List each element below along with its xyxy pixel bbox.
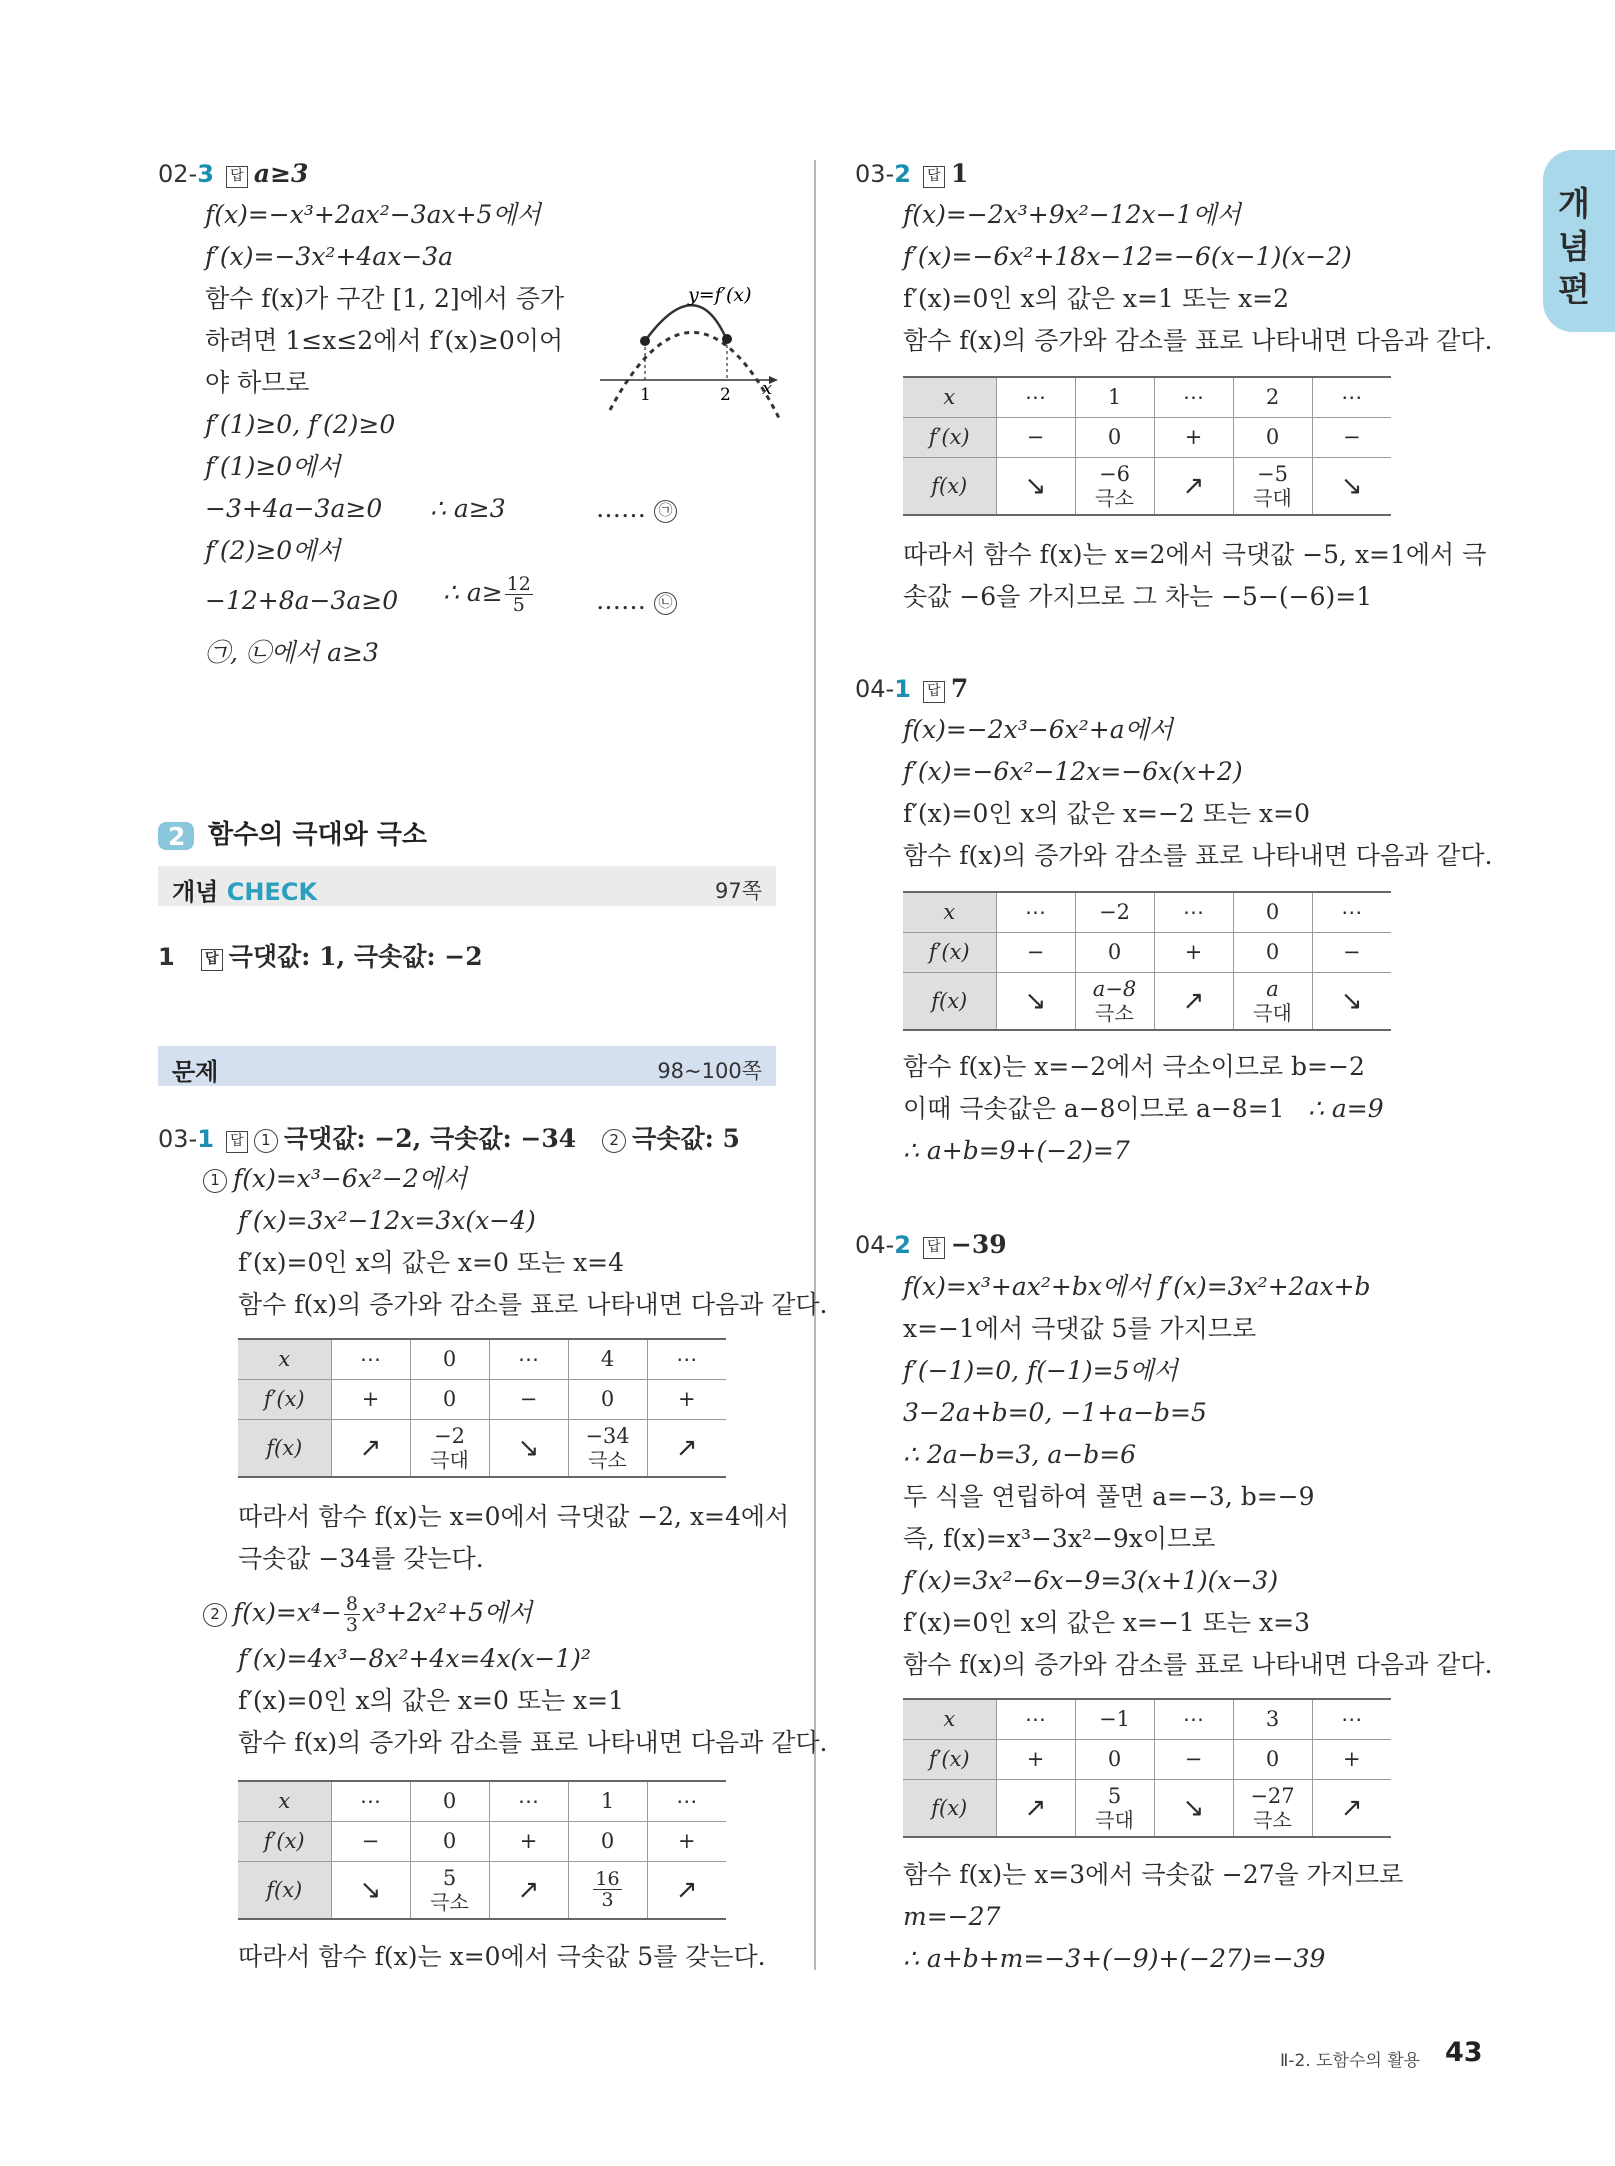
footer-chapter: Ⅱ-2. 도함수의 활용 (1280, 2051, 1421, 2071)
increase-arrow: ↗ (647, 1419, 726, 1477)
p04-1-line: 함수 f(x)의 증가와 감소를 표로 나타내면 다음과 같다. (903, 841, 1493, 870)
curve-solid (645, 305, 725, 341)
p03-1-sub2-line: 함수 f(x)의 증가와 감소를 표로 나타내면 다음과 같다. (238, 1728, 828, 1757)
side-tab-label: 개 념 편 (1558, 184, 1590, 309)
table-cell: x (903, 892, 996, 932)
p04-2-line: f(x)=x³+ax²+bx에서 f′(x)=3x²+2ax+b (903, 1272, 1371, 1301)
p04-1-line: f′(x)=−6x²−12x=−6x(x+2) (903, 757, 1243, 786)
problem-04-1-header: 04-1 답 7 (855, 674, 969, 703)
table-cell: f(x) (238, 1419, 331, 1477)
section-title: 함수의 극대와 극소 (208, 820, 428, 850)
table-cell: f(x) (903, 457, 996, 515)
table-cell: 0 (410, 1821, 489, 1861)
table-cell: 4 (568, 1339, 647, 1379)
table-cell: ⋯ (489, 1339, 568, 1379)
point-1 (640, 336, 650, 346)
p03-1-sub1-line: f′(x)=3x²−12x=3x(x−4) (238, 1206, 536, 1235)
p03-1-sub1-line: f′(x)=0인 x의 값은 x=0 또는 x=4 (238, 1248, 625, 1277)
problems-page: 98~100쪽 (657, 1059, 762, 1083)
variation-table-04-2 (903, 1698, 1391, 1838)
table-cell: 0 (1075, 932, 1154, 972)
table-cell: + (331, 1379, 410, 1419)
variation-table-04-1 (903, 891, 1391, 1031)
table-cell: ⋯ (1154, 1699, 1233, 1739)
problem-03-1-header: 03-1 답 1 극댓값: −2, 극솟값: −34 2 극솟값: 5 (158, 1124, 740, 1153)
p03-2-line: f′(x)=0인 x의 값은 x=1 또는 x=2 (903, 284, 1290, 313)
section-number-icon (158, 820, 198, 852)
table-cell: −1 (1075, 1699, 1154, 1739)
table-cell: ⋯ (1312, 1699, 1391, 1739)
concept-check-page: 97쪽 (714, 879, 762, 903)
table-cell: − (1154, 1739, 1233, 1779)
decrease-arrow: ↘ (331, 1861, 410, 1919)
table-cell: + (1154, 932, 1233, 972)
table-cell: −27 극소 (1233, 1779, 1312, 1837)
table-cell: 0 (568, 1379, 647, 1419)
table-cell: ⋯ (1312, 892, 1391, 932)
increase-arrow: ↗ (996, 1779, 1075, 1837)
table-cell: −5 극대 (1233, 457, 1312, 515)
table-cell: ⋯ (647, 1339, 726, 1379)
table-cell: ⋯ (996, 377, 1075, 417)
problem-02-3-header: 02-3 답 a≥3 (158, 159, 309, 188)
p04-2-line: x=−1에서 극댓값 5를 가지므로 (903, 1314, 1257, 1343)
table-cell: f(x) (238, 1861, 331, 1919)
p02-3-line: f′(2)≥0에서 (205, 536, 341, 565)
p03-2-line: 솟값 −6을 가지므로 그 차는 −5−(−6)=1 (903, 582, 1373, 611)
table-cell: ⋯ (996, 892, 1075, 932)
table-cell: f(x) (903, 972, 996, 1030)
variation-table-03-1-2 (238, 1780, 726, 1920)
table-cell: + (1154, 417, 1233, 457)
p02-3-line: 야 하므로 (205, 368, 310, 397)
p03-1-sub1-line: 따라서 함수 f(x)는 x=0에서 극댓값 −2, x=4에서 (238, 1502, 790, 1531)
tick-label-1: 1 (640, 385, 651, 405)
variation-table-03-2 (903, 376, 1391, 516)
p04-1-line: 함수 f(x)는 x=−2에서 극소이므로 b=−2 (903, 1052, 1365, 1081)
axis-label: x (762, 378, 773, 399)
table-cell: 0 (410, 1339, 489, 1379)
column-divider (814, 160, 816, 1970)
answer-mark: 답 (226, 166, 248, 188)
answer-mark: 답 (923, 166, 945, 188)
table-cell: 0 (410, 1379, 489, 1419)
table-cell: ⋯ (1154, 377, 1233, 417)
decrease-arrow: ↘ (1154, 1779, 1233, 1837)
table-cell: − (996, 932, 1075, 972)
curve-dashed (610, 332, 780, 420)
table-cell: − (1312, 932, 1391, 972)
p03-2-line: f(x)=−2x³+9x²−12x−1에서 (903, 200, 1241, 229)
table-cell: x (238, 1339, 331, 1379)
table-cell: + (489, 1821, 568, 1861)
p03-1-sub1-line: 극솟값 −34를 갖는다. (238, 1544, 484, 1573)
table-cell: 0 (410, 1781, 489, 1821)
table-cell: 0 (1075, 417, 1154, 457)
p03-1-sub1-line: 함수 f(x)의 증가와 감소를 표로 나타내면 다음과 같다. (238, 1290, 828, 1319)
increase-arrow: ↗ (647, 1861, 726, 1919)
page-number: 43 (1445, 2037, 1483, 2068)
problem-04-2-header: 04-2 답 −39 (855, 1230, 1007, 1259)
answer-mark: 답 (201, 949, 223, 971)
p02-3-line: 함수 f(x)가 구간 [1, 2]에서 증가 (205, 284, 565, 313)
table-cell: f′(x) (903, 417, 996, 457)
table-cell: f′(x) (238, 1379, 331, 1419)
table-cell: 5 극소 (410, 1861, 489, 1919)
answer-mark: 답 (226, 1131, 248, 1153)
curve-label: y=f′(x) (688, 284, 752, 306)
decrease-arrow: ↘ (1312, 972, 1391, 1030)
increase-arrow: ↗ (1154, 972, 1233, 1030)
p03-2-line: 함수 f(x)의 증가와 감소를 표로 나타내면 다음과 같다. (903, 326, 1493, 355)
table-cell: + (647, 1379, 726, 1419)
decrease-arrow: ↘ (996, 972, 1075, 1030)
p02-3-line: ∴ a≥3 (430, 494, 506, 523)
table-cell: 3 (1233, 1699, 1312, 1739)
p04-2-line: ∴ a+b+m=−3+(−9)+(−27)=−39 (903, 1944, 1326, 1973)
p04-1-line: ∴ a=9 (1308, 1094, 1384, 1123)
p04-1-line: f(x)=−2x³−6x²+a에서 (903, 715, 1173, 744)
p02-3-line: f′(1)≥0에서 (205, 452, 341, 481)
table-cell: − (489, 1379, 568, 1419)
table-cell: a 극대 (1233, 972, 1312, 1030)
decrease-arrow: ↘ (1312, 457, 1391, 515)
p02-3-line: f(x)=−x³+2ax²−3ax+5에서 (205, 200, 541, 229)
concept-check-bar (158, 866, 776, 906)
problems-label: 문제 (172, 1058, 219, 1086)
table-cell: −2 극대 (410, 1419, 489, 1477)
table-cell: ⋯ (996, 1699, 1075, 1739)
problems-bar (158, 1046, 776, 1086)
p03-1-sub2-line: f′(x)=4x³−8x²+4x=4x(x−1)² (238, 1644, 591, 1673)
point-2 (722, 334, 732, 344)
table-cell: − (1312, 417, 1391, 457)
table-cell: −34 극소 (568, 1419, 647, 1477)
table-cell: f(x) (903, 1779, 996, 1837)
increase-arrow: ↗ (489, 1861, 568, 1919)
p02-3-frac-line: ∴ a≥ $\frac{12}{5}$ (443, 573, 531, 616)
table-cell: ⋯ (647, 1781, 726, 1821)
table-cell: a−8 극소 (1075, 972, 1154, 1030)
increase-arrow: ↗ (1312, 1779, 1391, 1837)
table-cell: + (996, 1739, 1075, 1779)
p04-2-line: f′(x)=0인 x의 값은 x=−1 또는 x=3 (903, 1608, 1310, 1637)
p04-1-line: 이때 극솟값은 a−8이므로 a−8=1 (903, 1094, 1285, 1123)
p03-2-line: 따라서 함수 f(x)는 x=2에서 극댓값 −5, x=1에서 극 (903, 540, 1487, 569)
p02-3-line: −3+4a−3a≥0 (205, 494, 383, 523)
p03-1-sub2-line: 2 f(x)=x⁴− $\frac{8}{3}$ x³+2x²+5에서 (203, 1594, 532, 1635)
table-cell: 0 (1075, 1739, 1154, 1779)
table-cell: f′(x) (238, 1821, 331, 1861)
table-cell: − (996, 417, 1075, 457)
problem-03-2-header: 03-2 답 1 (855, 159, 969, 188)
table-cell: 0 (1233, 1739, 1312, 1779)
concept-check-label: 개념 CHECK (172, 878, 318, 906)
p04-2-line: ∴ 2a−b=3, a−b=6 (903, 1440, 1137, 1469)
table-cell: f′(x) (903, 1739, 996, 1779)
p03-2-line: f′(x)=−6x²+18x−12=−6(x−1)(x−2) (903, 242, 1352, 271)
table-cell: 0 (568, 1821, 647, 1861)
table-cell: ⋯ (331, 1781, 410, 1821)
table-cell: 1 (568, 1781, 647, 1821)
p02-3-mark-b: …… ㉡ (596, 584, 677, 618)
table-cell: −6 극소 (1075, 457, 1154, 515)
p04-2-line: 두 식을 연립하여 풀면 a=−3, b=−9 (903, 1482, 1315, 1511)
table-cell: x (903, 377, 996, 417)
p04-2-line: 3−2a+b=0, −1+a−b=5 (903, 1398, 1207, 1427)
p04-1-line: f′(x)=0인 x의 값은 x=−2 또는 x=0 (903, 799, 1310, 828)
table-cell: 0 (1233, 417, 1312, 457)
variation-table-03-1-1 (238, 1338, 726, 1478)
table-cell: 2 (1233, 377, 1312, 417)
decrease-arrow: ↘ (996, 457, 1075, 515)
table-cell: x (238, 1781, 331, 1821)
decrease-arrow: ↘ (489, 1419, 568, 1477)
p02-3-line: −12+8a−3a≥0 (205, 586, 399, 615)
p02-3-line: f′(1)≥0, f′(2)≥0 (205, 410, 396, 439)
table-cell: f′(x) (903, 932, 996, 972)
p04-1-line: ∴ a+b=9+(−2)=7 (903, 1136, 1130, 1165)
answer-mark: 답 (923, 681, 945, 703)
table-cell: x (903, 1699, 996, 1739)
table-cell: ⋯ (331, 1339, 410, 1379)
table-cell: 0 (1233, 932, 1312, 972)
increase-arrow: ↗ (1154, 457, 1233, 515)
answer-mark: 답 (923, 1237, 945, 1259)
p02-3-line: f′(x)=−3x²+4ax−3a (205, 242, 454, 271)
table-cell: $\frac{16}{3}$ (568, 1861, 647, 1919)
p04-2-line: 즉, f(x)=x³−3x²−9x이므로 (903, 1524, 1216, 1553)
p03-1-sub2-line: f′(x)=0인 x의 값은 x=0 또는 x=1 (238, 1686, 625, 1715)
p04-2-line: f′(−1)=0, f(−1)=5에서 (903, 1356, 1178, 1385)
p02-3-mark-a: …… ㉠ (596, 492, 677, 526)
table-cell: 5 극대 (1075, 1779, 1154, 1837)
p03-1-sub2-line: 따라서 함수 f(x)는 x=0에서 극솟값 5를 갖는다. (238, 1942, 766, 1971)
table-cell: 0 (1233, 892, 1312, 932)
table-cell: ⋯ (1312, 377, 1391, 417)
table-cell: + (1312, 1739, 1391, 1779)
table-cell: ⋯ (1154, 892, 1233, 932)
table-cell: ⋯ (489, 1781, 568, 1821)
svg-text:2: 2 (168, 822, 186, 851)
table-cell: −2 (1075, 892, 1154, 932)
table-cell: 1 (1075, 377, 1154, 417)
p02-3-line: ㉠, ㉡에서 a≥3 (205, 638, 379, 667)
p04-2-line: 함수 f(x)의 증가와 감소를 표로 나타내면 다음과 같다. (903, 1650, 1493, 1679)
p04-2-line: m=−27 (903, 1902, 1001, 1931)
concept-check-item-1: 1 답 극댓값: 1, 극솟값: −2 (158, 942, 483, 971)
table-cell: − (331, 1821, 410, 1861)
p03-1-sub1-line: 1 f(x)=x³−6x²−2에서 (203, 1162, 467, 1196)
tick-label-2: 2 (720, 385, 731, 405)
derivative-graph (590, 280, 790, 420)
p02-3-line: 하려면 1≤x≤2에서 f′(x)≥0이어 (205, 326, 564, 355)
table-cell: + (647, 1821, 726, 1861)
p04-2-line: 함수 f(x)는 x=3에서 극솟값 −27을 가지므로 (903, 1860, 1404, 1889)
p04-2-line: f′(x)=3x²−6x−9=3(x+1)(x−3) (903, 1566, 1279, 1595)
increase-arrow: ↗ (331, 1419, 410, 1477)
